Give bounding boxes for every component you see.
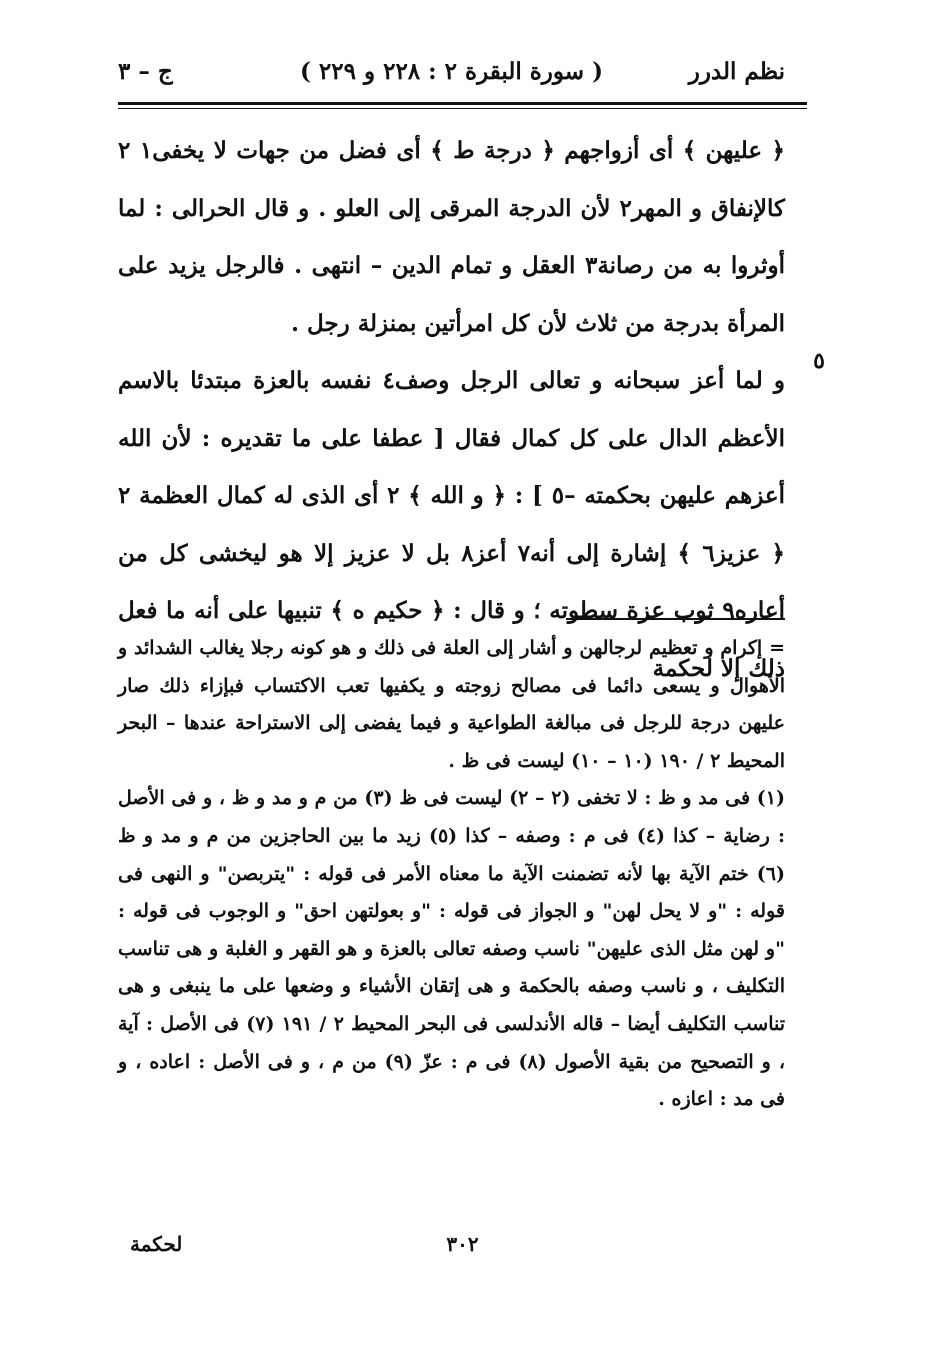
volume-label: ج – ٣ [118, 58, 173, 85]
main-text [118, 122, 785, 697]
surah-reference: ( سورة البقرة ٢ : ٢٢٨ و ٢٢٩ ) [300, 58, 603, 85]
main-paragraph-2: و لما أعز سبحانه و تعالى الرجل وصف٤ نفسه بالعزة مبتدئا بالاسم الأعظم الدال على كل كمال فقال [ عطفا على ما تقديره : لأن الله أعزهم عليهن بحكمته –٥ ] : ﴿ و الله ﴾ ٢ أى الذى له كمال العظمة ٢ ﴿ عزيز٦ ﴾ إشارة إلى أنه٧ أعز٨ بل لا عزيز إلا هو ليخشى كل من أعاره٩ ثوب عزة سطوته ؛ و قال : ﴿ حكيم ه ﴾ تنبيها على أنه ما فعل ذلك إلا لحكمة [118, 367, 786, 682]
catchword: لحكمة [130, 1232, 183, 1256]
verse-marker: ٥ [813, 348, 825, 374]
page-number: ٣٠٢ [446, 1232, 479, 1256]
running-header [118, 58, 785, 98]
footnote-continuation: = إكرام و تعظيم لرجالهن و أشار إلى العلة فى ذلك و هو كونه رجلا يغالب الشدائد و الأهوال و يسعى دائما فى مصالح زوجته و يكفيها تعب الاكتساب فبإزاء ذلك صار عليهن درجة للرجل فى مبالغة الطواعية و فيما يفضى إلى الاستراحة عندها – البحر المحيط ٢ / ١٩٠ (١٠ – ١٠) ليست فى ظ . [118, 637, 785, 772]
main-paragraph-1: ﴿ عليهن ﴾ أى أزواجهم ﴿ درجة ط ﴾ أى فضل من جهات لا يخفى١ ٢ كالإنفاق و المهر٢ لأن الدرجة المرقى إلى العلو . و قال الحرالى : لما أوثروا به من رصانة٣ العقل و تمام الدين – انتهى . فالرجل يزيد على المرأة بدرجة من ثلاث لأن كل امرأتين بمنزلة رجل . [118, 137, 786, 337]
footnote-apparatus: (١) فى مد و ظ : لا تخفى (٢ – ٢) ليست فى ظ (٣) من م و مد و ظ ، و فى الأصل : رضاية – كذا (٤) فى م : وصفه – كذا (٥) زيد ما بين الحاجزين من م و مد و ظ (٦) ختم الآية بها لأنه تضمنت الآية ما معناه الأمر فى قوله : "يتربصن" و النهى فى قوله : "و لا يحل لهن" و الجواز فى قوله : "و بعولتهن احق" و الوجوب فى قوله : "و لهن مثل الذى عليهن" ناسب وصفه تعالى بالعزة و هو القهر و الغلبة و هى تناسب التكليف ، و ناسب وصفه بالحكمة و هى إتقان الأشياء و وضعها على ما ينبغى و هى تناسب التكليف أيضا – قاله الأندلسى فى البحر المحيط ٢ / ١٩١ (٧) فى الأصل : آية ، و التصحيح من بقية الأصول (٨) فى م : عزّ (٩) من م ، و فى الأصل : اعاده ، و فى مد : اعازه . [118, 787, 786, 1111]
book-title: نظم الدرر [688, 58, 785, 85]
footnote-divider [566, 618, 785, 620]
footnotes [118, 630, 785, 1119]
header-divider [118, 102, 807, 109]
